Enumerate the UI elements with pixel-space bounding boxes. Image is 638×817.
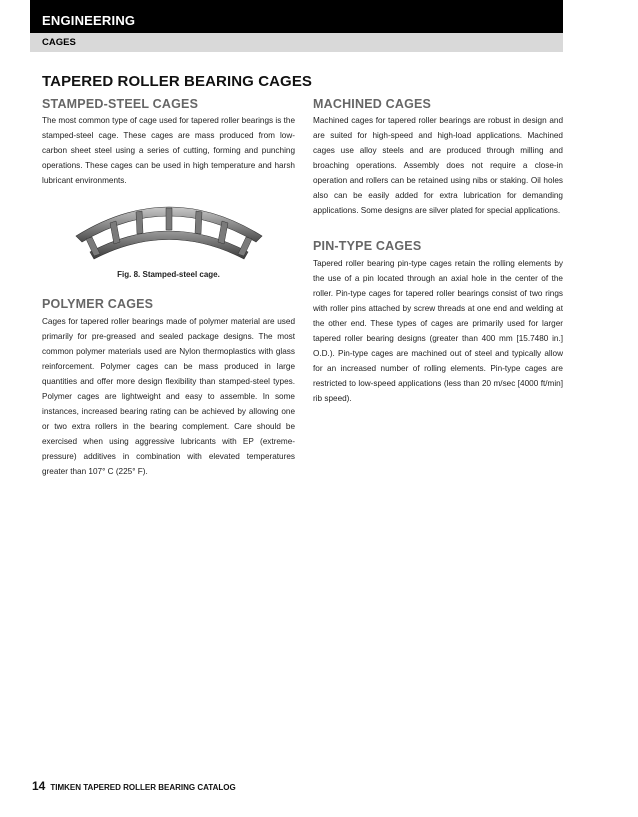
stamped-steel-cage-image (72, 192, 266, 262)
page-title: TAPERED ROLLER BEARING CAGES (42, 73, 313, 90)
stamped-steel-heading: STAMPED-STEEL CAGES (42, 97, 199, 111)
stamped-steel-text: The most common type of cage used for tapered roller bearings is the stamped-steel cage. These cages are mass produced from low-carbon sheet steel using a series of cutting, forming and punching operations. These cages can be used in high temperature and harsh lubricant environments. (42, 116, 295, 185)
subsection-header-bar (30, 33, 563, 52)
page-number: 14 (32, 779, 46, 793)
machined-text: Machined cages for tapered roller bearings are robust in design and are suited for high-speed and high-load applications. Machined cages use alloy steels and are produced through milling and broaching operations. Assembly does not require a close-in operation and rollers can be retained using nibs or staking. Oil holes also can be easily added for extra lubrication for demanding applications. Some designs are silver plated for special applications. (313, 116, 563, 215)
section-title: ENGINEERING (42, 13, 136, 28)
section-header-bar (30, 0, 563, 33)
polymer-heading: POLYMER CAGES (42, 297, 154, 311)
figure-caption: Fig. 8. Stamped-steel cage. (117, 270, 220, 279)
subsection-title: CAGES (42, 37, 76, 48)
polymer-text: Cages for tapered roller bearings made of polymer material are used primarily for pre-greased and sealed package designs. The most common polymer materials used are Nylon thermoplastics with glass reinforcement. Polymer cages can be mass produced in large quantities and offer more design flexibility than stamped-steel types. Polymer cages are lightweight and easy to assemble. In some instances, increased bearing rating can be achieved by allowing one or two extra rollers in the bearing complement. Care should be exercised when using aggressive lubricants with EP (extreme-pressure) additives in combination with elevated temperatures greater than 107° C (225° F). (42, 317, 295, 476)
page-footer (32, 779, 236, 793)
pin-type-text: Tapered roller bearing pin-type cages retain the rolling elements by the use of a pin located through an axial hole in the center of the roller. Pin-type cages for tapered roller bearings consist of two rings with roller pins attached by screw threads at one end and welding at the other end. These types of cages are primarily used for larger tapered roller bearing designs (greater than 400 mm [15.7480 in.] O.D.). Pin-type cages are machined out of steel and typically allow for an increased number of rolling elements. Pin-type cages are restricted to low-speed applications (less than 20 m/sec [4000 ft/min] rib speed). (313, 259, 563, 403)
pin-type-heading: PIN-TYPE CAGES (313, 239, 422, 253)
catalog-name: TIMKEN TAPERED ROLLER BEARING CATALOG (50, 783, 236, 792)
machined-heading: MACHINED CAGES (313, 97, 432, 111)
